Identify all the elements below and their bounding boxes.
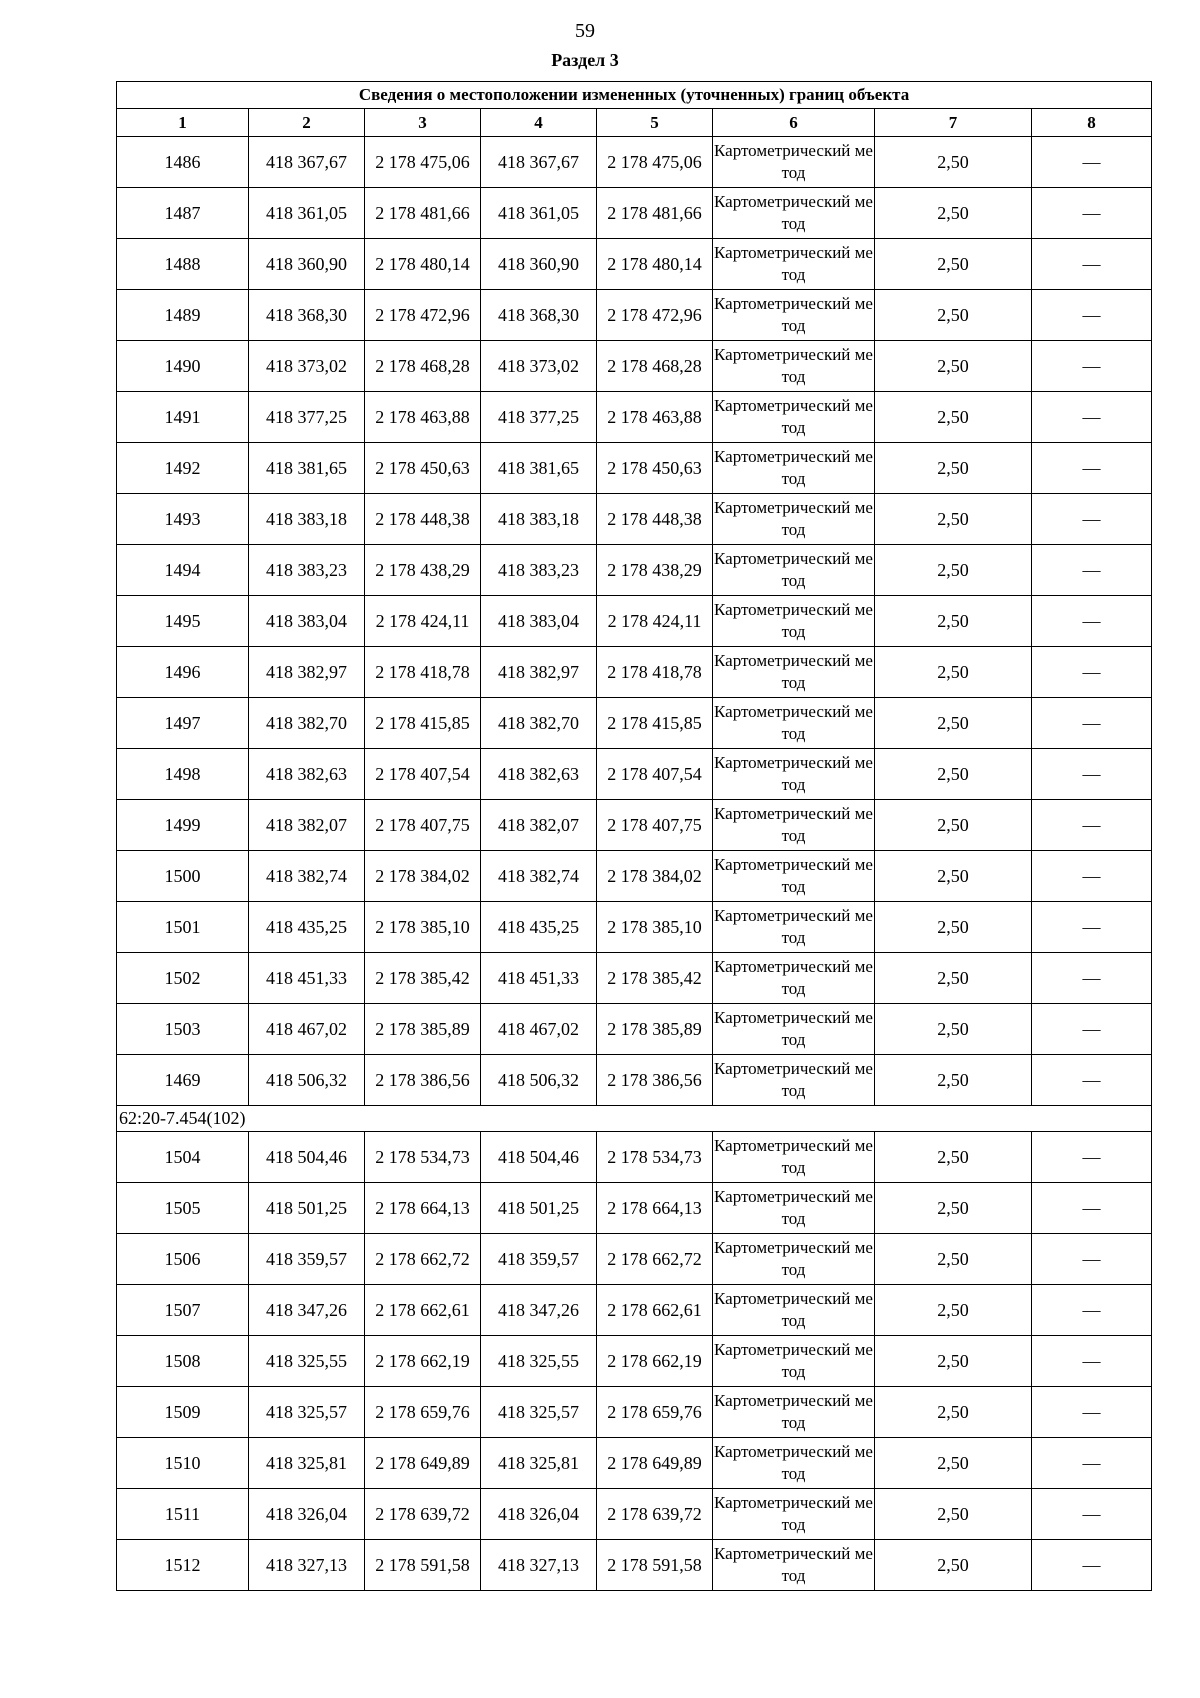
table-row <box>117 1132 1152 1183</box>
point-number-cell: 1489 <box>117 290 249 341</box>
table-row <box>117 1004 1152 1055</box>
x-old-cell: 418 382,97 <box>249 647 365 698</box>
method-cell: Картометрический метод <box>713 1234 875 1285</box>
x-old-cell: 418 435,25 <box>249 902 365 953</box>
point-number-cell: 1512 <box>117 1540 249 1591</box>
point-number-cell: 1509 <box>117 1387 249 1438</box>
description-cell: — <box>1032 902 1152 953</box>
method-cell: Картометрический метод <box>713 239 875 290</box>
description-cell: — <box>1032 1285 1152 1336</box>
accuracy-cell: 2,50 <box>875 1234 1032 1285</box>
accuracy-cell: 2,50 <box>875 1004 1032 1055</box>
table-row <box>117 392 1152 443</box>
table-row <box>117 596 1152 647</box>
description-cell: — <box>1032 341 1152 392</box>
y-new-cell: 2 178 591,58 <box>597 1540 713 1591</box>
table-row <box>117 137 1152 188</box>
y-old-cell: 2 178 415,85 <box>365 698 481 749</box>
y-old-cell: 2 178 468,28 <box>365 341 481 392</box>
point-number-cell: 1508 <box>117 1336 249 1387</box>
y-old-cell: 2 178 591,58 <box>365 1540 481 1591</box>
accuracy-cell: 2,50 <box>875 749 1032 800</box>
description-cell: — <box>1032 800 1152 851</box>
description-cell: — <box>1032 953 1152 1004</box>
accuracy-cell: 2,50 <box>875 1183 1032 1234</box>
column-number-3: 3 <box>365 109 481 137</box>
column-number-2: 2 <box>249 109 365 137</box>
y-old-cell: 2 178 480,14 <box>365 239 481 290</box>
accuracy-cell: 2,50 <box>875 188 1032 239</box>
x-new-cell: 418 325,81 <box>481 1438 597 1489</box>
y-old-cell: 2 178 385,42 <box>365 953 481 1004</box>
y-new-cell: 2 178 438,29 <box>597 545 713 596</box>
y-new-cell: 2 178 386,56 <box>597 1055 713 1106</box>
description-cell: — <box>1032 1540 1152 1591</box>
method-cell: Картометрический метод <box>713 1285 875 1336</box>
accuracy-cell: 2,50 <box>875 596 1032 647</box>
description-cell: — <box>1032 596 1152 647</box>
point-number-cell: 1501 <box>117 902 249 953</box>
y-new-cell: 2 178 639,72 <box>597 1489 713 1540</box>
x-old-cell: 418 347,26 <box>249 1285 365 1336</box>
point-number-cell: 1510 <box>117 1438 249 1489</box>
method-cell: Картометрический метод <box>713 1183 875 1234</box>
y-old-cell: 2 178 384,02 <box>365 851 481 902</box>
x-old-cell: 418 501,25 <box>249 1183 365 1234</box>
accuracy-cell: 2,50 <box>875 647 1032 698</box>
method-cell: Картометрический метод <box>713 1387 875 1438</box>
point-number-cell: 1498 <box>117 749 249 800</box>
x-new-cell: 418 382,70 <box>481 698 597 749</box>
description-cell: — <box>1032 749 1152 800</box>
method-cell: Картометрический метод <box>713 596 875 647</box>
x-new-cell: 418 326,04 <box>481 1489 597 1540</box>
y-old-cell: 2 178 664,13 <box>365 1183 481 1234</box>
point-number-cell: 1504 <box>117 1132 249 1183</box>
description-cell: — <box>1032 1132 1152 1183</box>
y-old-cell: 2 178 649,89 <box>365 1438 481 1489</box>
x-new-cell: 418 368,30 <box>481 290 597 341</box>
point-number-cell: 1503 <box>117 1004 249 1055</box>
method-cell: Картометрический метод <box>713 749 875 800</box>
point-number-cell: 1506 <box>117 1234 249 1285</box>
y-new-cell: 2 178 662,72 <box>597 1234 713 1285</box>
table-row <box>117 647 1152 698</box>
accuracy-cell: 2,50 <box>875 239 1032 290</box>
accuracy-cell: 2,50 <box>875 1055 1032 1106</box>
table-row <box>117 749 1152 800</box>
y-old-cell: 2 178 662,72 <box>365 1234 481 1285</box>
accuracy-cell: 2,50 <box>875 1336 1032 1387</box>
table-row <box>117 1336 1152 1387</box>
accuracy-cell: 2,50 <box>875 1387 1032 1438</box>
accuracy-cell: 2,50 <box>875 494 1032 545</box>
table-row <box>117 1489 1152 1540</box>
y-new-cell: 2 178 662,19 <box>597 1336 713 1387</box>
table-row <box>117 1285 1152 1336</box>
description-cell: — <box>1032 647 1152 698</box>
table-row <box>117 1183 1152 1234</box>
section-title: Раздел 3 <box>551 50 619 70</box>
description-cell: — <box>1032 188 1152 239</box>
description-cell: — <box>1032 1234 1152 1285</box>
y-new-cell: 2 178 384,02 <box>597 851 713 902</box>
accuracy-cell: 2,50 <box>875 392 1032 443</box>
group-row <box>117 1106 1152 1132</box>
x-new-cell: 418 382,74 <box>481 851 597 902</box>
x-new-cell: 418 383,23 <box>481 545 597 596</box>
y-new-cell: 2 178 407,54 <box>597 749 713 800</box>
method-cell: Картометрический метод <box>713 1004 875 1055</box>
accuracy-cell: 2,50 <box>875 1132 1032 1183</box>
y-old-cell: 2 178 659,76 <box>365 1387 481 1438</box>
y-old-cell: 2 178 385,10 <box>365 902 481 953</box>
point-number-cell: 1499 <box>117 800 249 851</box>
point-number-cell: 1502 <box>117 953 249 1004</box>
point-number-cell: 1494 <box>117 545 249 596</box>
y-old-cell: 2 178 407,54 <box>365 749 481 800</box>
y-old-cell: 2 178 463,88 <box>365 392 481 443</box>
method-cell: Картометрический метод <box>713 392 875 443</box>
table-row <box>117 1438 1152 1489</box>
method-cell: Картометрический метод <box>713 341 875 392</box>
method-cell: Картометрический метод <box>713 1055 875 1106</box>
column-number-5: 5 <box>597 109 713 137</box>
column-number-7: 7 <box>875 109 1032 137</box>
description-cell: — <box>1032 1183 1152 1234</box>
point-number-cell: 1469 <box>117 1055 249 1106</box>
y-new-cell: 2 178 480,14 <box>597 239 713 290</box>
column-number-1: 1 <box>117 109 249 137</box>
y-new-cell: 2 178 407,75 <box>597 800 713 851</box>
y-old-cell: 2 178 639,72 <box>365 1489 481 1540</box>
point-number-cell: 1491 <box>117 392 249 443</box>
x-new-cell: 418 373,02 <box>481 341 597 392</box>
x-new-cell: 418 360,90 <box>481 239 597 290</box>
description-cell: — <box>1032 290 1152 341</box>
column-number-4: 4 <box>481 109 597 137</box>
x-new-cell: 418 359,57 <box>481 1234 597 1285</box>
table-row <box>117 443 1152 494</box>
x-old-cell: 418 377,25 <box>249 392 365 443</box>
x-old-cell: 418 373,02 <box>249 341 365 392</box>
accuracy-cell: 2,50 <box>875 1540 1032 1591</box>
accuracy-cell: 2,50 <box>875 443 1032 494</box>
table-row <box>117 1387 1152 1438</box>
description-cell: — <box>1032 392 1152 443</box>
y-old-cell: 2 178 481,66 <box>365 188 481 239</box>
accuracy-cell: 2,50 <box>875 545 1032 596</box>
y-old-cell: 2 178 450,63 <box>365 443 481 494</box>
description-cell: — <box>1032 1387 1152 1438</box>
y-old-cell: 2 178 475,06 <box>365 137 481 188</box>
point-number-cell: 1488 <box>117 239 249 290</box>
x-old-cell: 418 467,02 <box>249 1004 365 1055</box>
y-new-cell: 2 178 448,38 <box>597 494 713 545</box>
method-cell: Картометрический метод <box>713 137 875 188</box>
point-number-cell: 1495 <box>117 596 249 647</box>
x-new-cell: 418 506,32 <box>481 1055 597 1106</box>
accuracy-cell: 2,50 <box>875 137 1032 188</box>
y-old-cell: 2 178 386,56 <box>365 1055 481 1106</box>
table-row <box>117 851 1152 902</box>
x-old-cell: 418 504,46 <box>249 1132 365 1183</box>
y-new-cell: 2 178 463,88 <box>597 392 713 443</box>
table-row <box>117 239 1152 290</box>
description-cell: — <box>1032 239 1152 290</box>
x-new-cell: 418 325,57 <box>481 1387 597 1438</box>
point-number-cell: 1486 <box>117 137 249 188</box>
description-cell: — <box>1032 1336 1152 1387</box>
point-number-cell: 1507 <box>117 1285 249 1336</box>
method-cell: Картометрический метод <box>713 1540 875 1591</box>
point-number-cell: 1493 <box>117 494 249 545</box>
x-new-cell: 418 501,25 <box>481 1183 597 1234</box>
y-new-cell: 2 178 534,73 <box>597 1132 713 1183</box>
table-row <box>117 1055 1152 1106</box>
description-cell: — <box>1032 1489 1152 1540</box>
x-new-cell: 418 467,02 <box>481 1004 597 1055</box>
y-old-cell: 2 178 385,89 <box>365 1004 481 1055</box>
x-old-cell: 418 325,57 <box>249 1387 365 1438</box>
y-new-cell: 2 178 385,42 <box>597 953 713 1004</box>
x-new-cell: 418 361,05 <box>481 188 597 239</box>
table-row <box>117 1234 1152 1285</box>
column-number-row <box>117 109 1152 137</box>
y-old-cell: 2 178 662,61 <box>365 1285 481 1336</box>
x-new-cell: 418 383,18 <box>481 494 597 545</box>
x-new-cell: 418 435,25 <box>481 902 597 953</box>
x-new-cell: 418 347,26 <box>481 1285 597 1336</box>
page-number: 59 <box>575 20 595 42</box>
method-cell: Картометрический метод <box>713 494 875 545</box>
accuracy-cell: 2,50 <box>875 1285 1032 1336</box>
description-cell: — <box>1032 137 1152 188</box>
table-caption: Сведения о местоположении измененных (уточненных) границ объекта <box>117 82 1152 109</box>
description-cell: — <box>1032 443 1152 494</box>
y-new-cell: 2 178 475,06 <box>597 137 713 188</box>
x-old-cell: 418 326,04 <box>249 1489 365 1540</box>
method-cell: Картометрический метод <box>713 953 875 1004</box>
y-old-cell: 2 178 448,38 <box>365 494 481 545</box>
y-new-cell: 2 178 385,10 <box>597 902 713 953</box>
y-old-cell: 2 178 662,19 <box>365 1336 481 1387</box>
accuracy-cell: 2,50 <box>875 851 1032 902</box>
table-row <box>117 800 1152 851</box>
y-new-cell: 2 178 472,96 <box>597 290 713 341</box>
x-old-cell: 418 383,04 <box>249 596 365 647</box>
accuracy-cell: 2,50 <box>875 953 1032 1004</box>
y-new-cell: 2 178 418,78 <box>597 647 713 698</box>
x-old-cell: 418 381,65 <box>249 443 365 494</box>
y-old-cell: 2 178 438,29 <box>365 545 481 596</box>
x-old-cell: 418 360,90 <box>249 239 365 290</box>
x-old-cell: 418 383,18 <box>249 494 365 545</box>
description-cell: — <box>1032 494 1152 545</box>
x-new-cell: 418 377,25 <box>481 392 597 443</box>
y-old-cell: 2 178 472,96 <box>365 290 481 341</box>
table-row <box>117 290 1152 341</box>
x-new-cell: 418 383,04 <box>481 596 597 647</box>
point-number-cell: 1487 <box>117 188 249 239</box>
method-cell: Картометрический метод <box>713 188 875 239</box>
y-new-cell: 2 178 468,28 <box>597 341 713 392</box>
table-row <box>117 953 1152 1004</box>
y-new-cell: 2 178 385,89 <box>597 1004 713 1055</box>
method-cell: Картометрический метод <box>713 698 875 749</box>
point-number-cell: 1500 <box>117 851 249 902</box>
point-number-cell: 1497 <box>117 698 249 749</box>
point-number-cell: 1496 <box>117 647 249 698</box>
y-new-cell: 2 178 649,89 <box>597 1438 713 1489</box>
table-row <box>117 494 1152 545</box>
method-cell: Картометрический метод <box>713 1438 875 1489</box>
accuracy-cell: 2,50 <box>875 290 1032 341</box>
method-cell: Картометрический метод <box>713 1336 875 1387</box>
method-cell: Картометрический метод <box>713 851 875 902</box>
method-cell: Картометрический метод <box>713 545 875 596</box>
x-new-cell: 418 451,33 <box>481 953 597 1004</box>
x-old-cell: 418 382,07 <box>249 800 365 851</box>
x-old-cell: 418 451,33 <box>249 953 365 1004</box>
point-number-cell: 1505 <box>117 1183 249 1234</box>
column-number-8: 8 <box>1032 109 1152 137</box>
accuracy-cell: 2,50 <box>875 1438 1032 1489</box>
table-row <box>117 341 1152 392</box>
x-old-cell: 418 361,05 <box>249 188 365 239</box>
x-new-cell: 418 382,07 <box>481 800 597 851</box>
y-new-cell: 2 178 481,66 <box>597 188 713 239</box>
y-new-cell: 2 178 662,61 <box>597 1285 713 1336</box>
x-old-cell: 418 359,57 <box>249 1234 365 1285</box>
accuracy-cell: 2,50 <box>875 341 1032 392</box>
y-old-cell: 2 178 418,78 <box>365 647 481 698</box>
description-cell: — <box>1032 545 1152 596</box>
y-old-cell: 2 178 407,75 <box>365 800 481 851</box>
column-number-6: 6 <box>713 109 875 137</box>
y-old-cell: 2 178 534,73 <box>365 1132 481 1183</box>
x-old-cell: 418 383,23 <box>249 545 365 596</box>
coordinates-table <box>116 81 1152 1591</box>
method-cell: Картометрический метод <box>713 443 875 494</box>
table-row <box>117 698 1152 749</box>
description-cell: — <box>1032 1438 1152 1489</box>
description-cell: — <box>1032 698 1152 749</box>
description-cell: — <box>1032 851 1152 902</box>
table-row <box>117 188 1152 239</box>
y-new-cell: 2 178 664,13 <box>597 1183 713 1234</box>
table-row <box>117 545 1152 596</box>
x-old-cell: 418 382,70 <box>249 698 365 749</box>
table-row <box>117 902 1152 953</box>
method-cell: Картометрический метод <box>713 290 875 341</box>
description-cell: — <box>1032 1055 1152 1106</box>
x-new-cell: 418 381,65 <box>481 443 597 494</box>
x-new-cell: 418 327,13 <box>481 1540 597 1591</box>
x-new-cell: 418 504,46 <box>481 1132 597 1183</box>
y-old-cell: 2 178 424,11 <box>365 596 481 647</box>
method-cell: Картометрический метод <box>713 902 875 953</box>
group-label: 62:20-7.454(102) <box>117 1106 1152 1132</box>
table-body <box>117 137 1152 1591</box>
y-new-cell: 2 178 424,11 <box>597 596 713 647</box>
x-old-cell: 418 382,63 <box>249 749 365 800</box>
accuracy-cell: 2,50 <box>875 902 1032 953</box>
x-old-cell: 418 506,32 <box>249 1055 365 1106</box>
x-old-cell: 418 325,81 <box>249 1438 365 1489</box>
method-cell: Картометрический метод <box>713 647 875 698</box>
x-old-cell: 418 325,55 <box>249 1336 365 1387</box>
method-cell: Картометрический метод <box>713 800 875 851</box>
x-old-cell: 418 367,67 <box>249 137 365 188</box>
table-row <box>117 1540 1152 1591</box>
accuracy-cell: 2,50 <box>875 800 1032 851</box>
description-cell: — <box>1032 1004 1152 1055</box>
x-old-cell: 418 368,30 <box>249 290 365 341</box>
x-new-cell: 418 325,55 <box>481 1336 597 1387</box>
x-new-cell: 418 382,63 <box>481 749 597 800</box>
accuracy-cell: 2,50 <box>875 698 1032 749</box>
method-cell: Картометрический метод <box>713 1132 875 1183</box>
x-old-cell: 418 382,74 <box>249 851 365 902</box>
y-new-cell: 2 178 659,76 <box>597 1387 713 1438</box>
y-new-cell: 2 178 415,85 <box>597 698 713 749</box>
x-old-cell: 418 327,13 <box>249 1540 365 1591</box>
method-cell: Картометрический метод <box>713 1489 875 1540</box>
point-number-cell: 1490 <box>117 341 249 392</box>
point-number-cell: 1492 <box>117 443 249 494</box>
point-number-cell: 1511 <box>117 1489 249 1540</box>
x-new-cell: 418 382,97 <box>481 647 597 698</box>
x-new-cell: 418 367,67 <box>481 137 597 188</box>
accuracy-cell: 2,50 <box>875 1489 1032 1540</box>
y-new-cell: 2 178 450,63 <box>597 443 713 494</box>
